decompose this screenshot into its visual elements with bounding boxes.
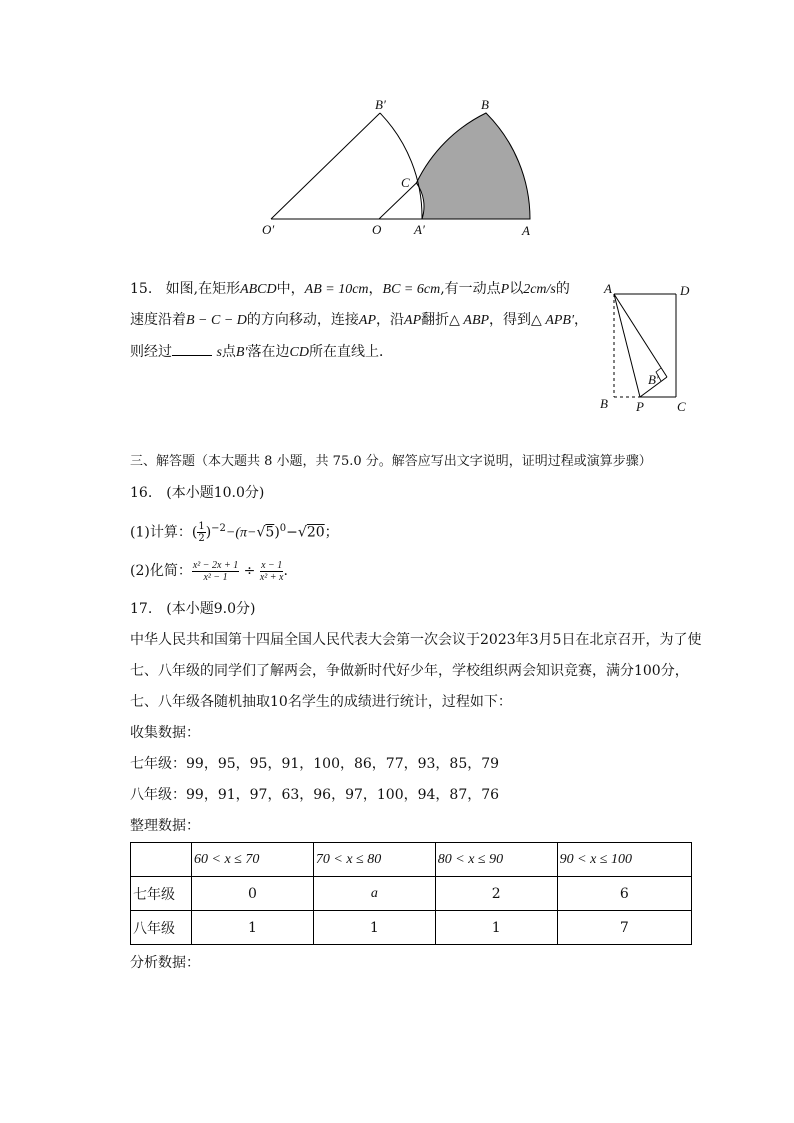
frac-den: x² + x bbox=[259, 571, 284, 583]
table-cell: 0 bbox=[192, 877, 314, 911]
rect-label-p: P bbox=[636, 399, 644, 414]
rect-label-a: A bbox=[604, 281, 612, 296]
q15-math: P bbox=[500, 282, 510, 297]
q15-text: 则经过 bbox=[130, 344, 172, 360]
q15-line3 bbox=[130, 341, 393, 363]
q15-math: CD bbox=[289, 345, 309, 360]
rect-label-b-prime: B′ bbox=[648, 372, 659, 387]
q15-text: 点 bbox=[221, 344, 236, 360]
label-a-prime: A′ bbox=[414, 222, 425, 237]
q15-text: ， bbox=[368, 281, 383, 297]
q16-math: − bbox=[286, 524, 298, 541]
table-cell: 2 bbox=[435, 877, 557, 911]
table-cell: 1 bbox=[435, 911, 557, 945]
fraction bbox=[192, 560, 239, 583]
q15-math: 2cm/s bbox=[523, 282, 556, 297]
q15-math: ABCD bbox=[240, 282, 277, 297]
table-row bbox=[131, 877, 692, 911]
q17-header: 17. (本小题9.0分) bbox=[130, 601, 256, 617]
table-cell: 1 bbox=[313, 911, 435, 945]
q16-part1: (1)计算：( $\frac{1}{2}$ )$^{-2}-(\pi-√5)^0-√20$； bbox=[130, 521, 339, 545]
q15-math: s bbox=[216, 345, 222, 360]
q15-text: 中， bbox=[276, 281, 305, 297]
q16-math: . bbox=[283, 563, 288, 579]
label-b: B bbox=[481, 97, 489, 112]
fraction bbox=[197, 521, 205, 544]
q16-math: ) bbox=[274, 524, 280, 541]
rect-label-b: B bbox=[600, 396, 608, 411]
q17-para2: 七、八年级的同学们了解两会，争做新时代好少年，学校组织两会知识竞赛，满分100分， bbox=[130, 663, 689, 679]
q16-math: −(π− bbox=[225, 525, 257, 541]
q15-number: 15. bbox=[130, 281, 153, 297]
table-header-row bbox=[131, 843, 692, 877]
frac-num: x − 1 bbox=[261, 559, 283, 571]
answer-blank[interactable] bbox=[172, 341, 212, 356]
frac-num: 1 bbox=[198, 521, 205, 533]
q15-text: 如图,在矩形 bbox=[165, 281, 241, 297]
sqrt-arg: 20 bbox=[306, 524, 325, 541]
table-row-label: 八年级 bbox=[131, 911, 192, 945]
segment-ab-prime bbox=[614, 294, 667, 377]
fraction bbox=[260, 560, 284, 583]
q15-text: ，得到 bbox=[489, 312, 532, 328]
q15-text: 的 bbox=[555, 281, 570, 297]
q15-math: AB = 10cm bbox=[304, 282, 369, 297]
analyze-label: 分析数据： bbox=[130, 955, 200, 971]
q15-math: △ APB′ bbox=[531, 313, 575, 328]
rect-label-c: C bbox=[677, 399, 686, 414]
q16-part2-label: (2)化简： bbox=[130, 563, 192, 579]
arc-b-prime-a-prime bbox=[380, 113, 422, 219]
frac-den: x² − 1 bbox=[203, 571, 228, 583]
table-cell: 6 bbox=[557, 877, 691, 911]
exponent: 0 bbox=[279, 523, 287, 534]
label-c: C bbox=[401, 175, 410, 190]
q15-math: B − C − D bbox=[186, 313, 247, 328]
q15-math: △ ABP bbox=[449, 313, 490, 328]
label-o: O bbox=[372, 222, 382, 237]
q15-text: 落在边 bbox=[247, 344, 290, 360]
collect-label: 收集数据： bbox=[130, 725, 200, 741]
label-a: A bbox=[522, 223, 530, 238]
div-sign: ÷ bbox=[243, 563, 256, 579]
segment-ap bbox=[614, 294, 640, 397]
segment-o-c bbox=[379, 183, 416, 219]
label-b-prime: B′ bbox=[375, 97, 386, 112]
q15-text: ， bbox=[574, 312, 589, 328]
rectangle-figure bbox=[600, 285, 700, 410]
q15-text: 以 bbox=[509, 281, 524, 297]
table-cell: a bbox=[313, 877, 435, 911]
table-header-cell: 60 < x ≤ 70 bbox=[192, 843, 314, 877]
table-cell: 1 bbox=[192, 911, 314, 945]
table-header-cell: 90 < x ≤ 100 bbox=[557, 843, 691, 877]
score-table bbox=[130, 842, 692, 945]
q16-header: 16. (本小题10.0分) bbox=[130, 485, 265, 501]
q17-para1: 中华人民共和国第十四届全国人民代表大会第一次会议于2023年3月5日在北京召开，为了使 bbox=[130, 632, 702, 648]
table-header-cell: 80 < x ≤ 90 bbox=[435, 843, 557, 877]
q16-part1-label: (1)计算： bbox=[130, 524, 192, 541]
shaded-region bbox=[416, 113, 530, 219]
q15-text: 速度沿着 bbox=[130, 312, 186, 328]
label-o-prime: O′ bbox=[262, 222, 275, 237]
frac-num: x² − 2x + 1 bbox=[192, 559, 239, 571]
segment-o-prime-b-prime bbox=[271, 113, 380, 219]
grade8-data: 八年级：99，91，97，63，96，97，100，94，87，76 bbox=[130, 787, 500, 803]
sqrt-arg: 5 bbox=[265, 524, 275, 541]
q15-math: AP bbox=[358, 313, 377, 328]
exponent: −2 bbox=[211, 523, 226, 534]
organize-label: 整理数据： bbox=[130, 818, 200, 834]
table-cell: 7 bbox=[557, 911, 691, 945]
sector-figure bbox=[250, 92, 550, 242]
table-row bbox=[131, 911, 692, 945]
table-row-label: 七年级 bbox=[131, 877, 192, 911]
q15-math: BC = 6cm bbox=[382, 282, 441, 297]
q16-part2 bbox=[130, 557, 288, 585]
rect-label-d: D bbox=[680, 283, 690, 298]
q15-math: AP bbox=[404, 313, 422, 328]
q15-text: 的方向移动，连接 bbox=[246, 312, 359, 328]
table-corner bbox=[131, 843, 192, 877]
table-header-cell: 70 < x ≤ 80 bbox=[313, 843, 435, 877]
q15-text: 翻折 bbox=[421, 312, 450, 328]
q15-line2 bbox=[130, 310, 588, 331]
grade7-data: 七年级：99，95，95，91，100，86，77，93，85，79 bbox=[130, 756, 500, 772]
q17-para3: 七、八年级各随机抽取10名学生的成绩进行统计，过程如下： bbox=[130, 694, 512, 710]
q15-text: 所在直线上． bbox=[308, 344, 393, 360]
section-heading: 三、解答题（本大题共 8 小题，共 75.0 分。解答应写出文字说明，证明过程或演算步骤） bbox=[130, 454, 652, 469]
q15-text: ,有一动点 bbox=[440, 281, 501, 297]
frac-den: 2 bbox=[198, 533, 205, 545]
q15-text: ，沿 bbox=[376, 312, 405, 328]
q16-math: ； bbox=[324, 524, 339, 541]
q15-line1 bbox=[130, 279, 570, 300]
q15-math: B′ bbox=[235, 345, 248, 360]
